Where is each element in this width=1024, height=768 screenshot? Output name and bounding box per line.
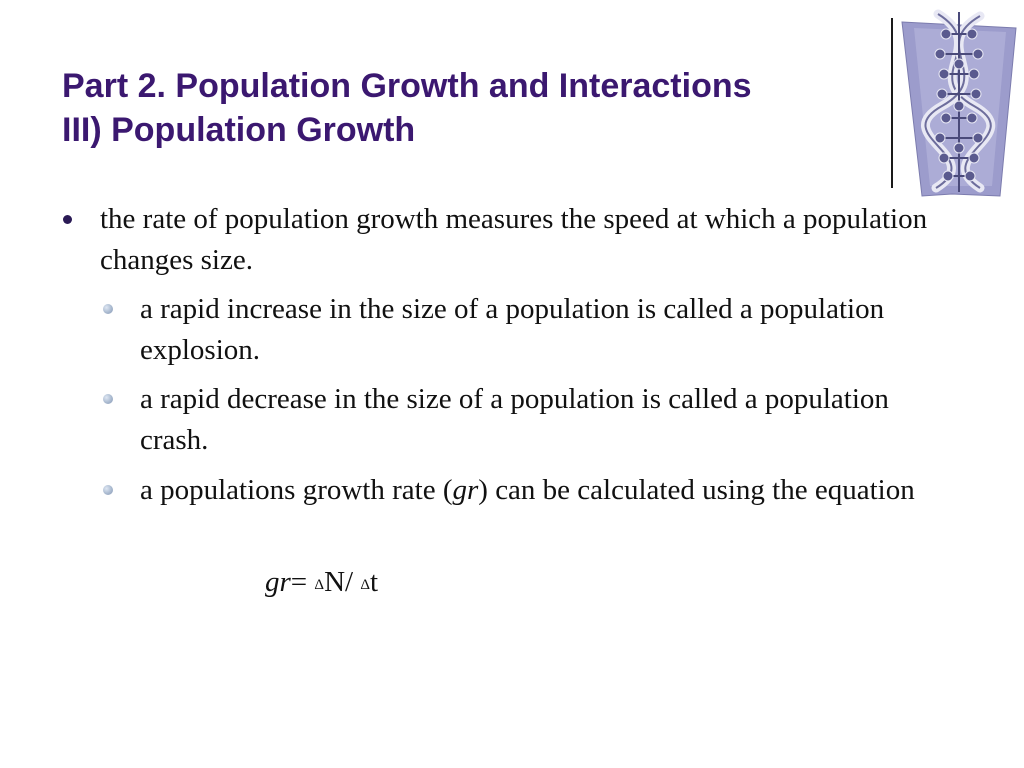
sub-bullet-dot [103, 304, 113, 314]
dna-helix-icon [900, 6, 1018, 198]
sub-bullet-dot [103, 394, 113, 404]
delta-symbol: Δ [360, 577, 370, 593]
sub-bullet-item [140, 289, 960, 371]
sub-bullet-dot [103, 485, 113, 495]
equation-equals: = [290, 566, 308, 598]
bullet-text: the rate of population growth measures the speed at which a population changes size. [100, 203, 928, 276]
equation-n: N/ [324, 566, 354, 598]
sub-bullet-text: a rapid increase in the size of a population is called a population explosion. [140, 293, 885, 366]
sub-bullet-text-pre: a populations growth rate ( [140, 474, 453, 506]
title-line-2: III) Population Growth [62, 111, 416, 149]
title-line-1: Part 2. Population Growth and Interactions [62, 67, 752, 105]
equation-t: t [369, 566, 379, 598]
sub-bullet-text: a rapid decrease in the size of a population is called a population crash. [140, 383, 889, 456]
sub-bullet-text-post: ) can be calculated using the equation [478, 474, 915, 506]
slide-title [62, 64, 882, 152]
divider-line [891, 18, 893, 188]
sub-bullet-item [140, 379, 960, 461]
sub-bullet-item [140, 470, 960, 511]
bullet-dot [63, 215, 72, 224]
growth-rate-equation [265, 562, 378, 606]
bullet-item [100, 199, 980, 281]
delta-symbol: Δ [314, 577, 325, 593]
sub-bullet-text-italic: gr [452, 474, 479, 506]
equation-lhs: gr [265, 566, 291, 598]
